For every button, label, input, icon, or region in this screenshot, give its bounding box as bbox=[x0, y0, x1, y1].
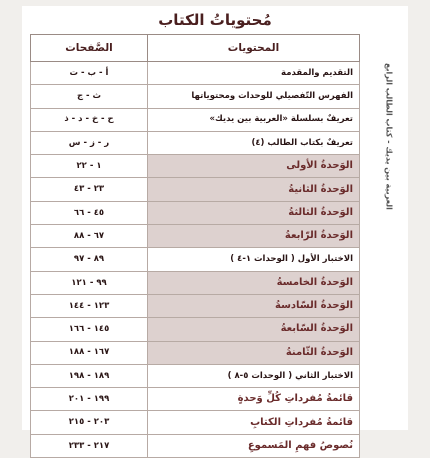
table-row bbox=[31, 248, 360, 271]
spine-label bbox=[374, 62, 404, 210]
pages-cell: ١٦٧ - ١٨٨ bbox=[31, 341, 148, 364]
pages-cell: ث - ج bbox=[31, 85, 148, 108]
pages-cell: ٩٩ - ١٢١ bbox=[31, 271, 148, 294]
spine-text: العربية بين يديك - كتاب الطالب الرابع bbox=[384, 62, 394, 210]
contents-cell: قائمةُ مُفرداتِ الكتابِ bbox=[148, 411, 360, 434]
contents-cell: الوَحدةُ الخامسةُ bbox=[148, 271, 360, 294]
contents-table bbox=[30, 34, 360, 458]
pages-cell: ح - خ - د - ذ bbox=[31, 108, 148, 131]
table-row bbox=[31, 201, 360, 224]
pages-cell: ١٤٥ - ١٦٦ bbox=[31, 318, 148, 341]
table-row bbox=[31, 341, 360, 364]
pages-cell: ٨٩ - ٩٧ bbox=[31, 248, 148, 271]
table-row bbox=[31, 225, 360, 248]
pages-cell: ١٨٩ - ١٩٨ bbox=[31, 364, 148, 387]
contents-cell: الوَحدةُ السّادسةُ bbox=[148, 294, 360, 317]
pages-cell: ٤٥ - ٦٦ bbox=[31, 201, 148, 224]
pages-cell: ٢٠٣ - ٢١٥ bbox=[31, 411, 148, 434]
pages-cell: أ - ب - ت bbox=[31, 62, 148, 85]
contents-cell: الوَحدةُ الثانيةُ bbox=[148, 178, 360, 201]
contents-cell: الوَحدةُ الثّامنةُ bbox=[148, 341, 360, 364]
pages-cell: ١٩٩ - ٢٠١ bbox=[31, 388, 148, 411]
table-row bbox=[31, 318, 360, 341]
table-row bbox=[31, 364, 360, 387]
table-row bbox=[31, 85, 360, 108]
table-row bbox=[31, 411, 360, 434]
contents-cell: تعريفٌ بسلسلة «العربية بين يديك» bbox=[148, 108, 360, 131]
table-row bbox=[31, 271, 360, 294]
pages-cell: ١٢٣ - ١٤٤ bbox=[31, 294, 148, 317]
contents-cell: نُصوصُ فهمِ المَسموعِ bbox=[148, 434, 360, 457]
contents-column-header: المحتويات bbox=[148, 35, 360, 62]
pages-column-header: الصَّفحات bbox=[31, 35, 148, 62]
pages-cell: ١ - ٢٢ bbox=[31, 155, 148, 178]
pages-cell: ٢٣ - ٤٣ bbox=[31, 178, 148, 201]
contents-cell: الاختبار الأول ( الوحدات ١-٤ ) bbox=[148, 248, 360, 271]
page-title: مُحتوياتُ الكتاب bbox=[158, 11, 272, 29]
contents-cell: تعريفٌ بكتاب الطالب (٤) bbox=[148, 131, 360, 154]
contents-cell: الوَحدةُ الرّابعةُ bbox=[148, 225, 360, 248]
contents-cell: الاختبار الثاني ( الوحدات ٥-٨ ) bbox=[148, 364, 360, 387]
contents-cell: قائمةُ مُفرداتِ كُلِّ وَحدةٍ bbox=[148, 388, 360, 411]
pages-cell: ٦٧ - ٨٨ bbox=[31, 225, 148, 248]
contents-cell: الوَحدةُ الثالثةُ bbox=[148, 201, 360, 224]
table-row bbox=[31, 434, 360, 457]
contents-cell: الفهرس التّفصيلي للوحدات ومحتوياتها bbox=[148, 85, 360, 108]
pages-cell: ٢١٧ - ٢٣٣ bbox=[31, 434, 148, 457]
table-row bbox=[31, 155, 360, 178]
contents-cell: الوَحدةُ السّابعةُ bbox=[148, 318, 360, 341]
table-row bbox=[31, 131, 360, 154]
table-header-row bbox=[31, 35, 360, 62]
table-row bbox=[31, 388, 360, 411]
contents-table-body bbox=[31, 62, 360, 458]
pages-cell: ر - ز - س bbox=[31, 131, 148, 154]
contents-cell: التقديم والمقدمة bbox=[148, 62, 360, 85]
table-row bbox=[31, 294, 360, 317]
table-row bbox=[31, 108, 360, 131]
table-row bbox=[31, 62, 360, 85]
contents-cell: الوَحدةُ الأولى bbox=[148, 155, 360, 178]
table-row bbox=[31, 178, 360, 201]
book-page bbox=[22, 6, 408, 451]
